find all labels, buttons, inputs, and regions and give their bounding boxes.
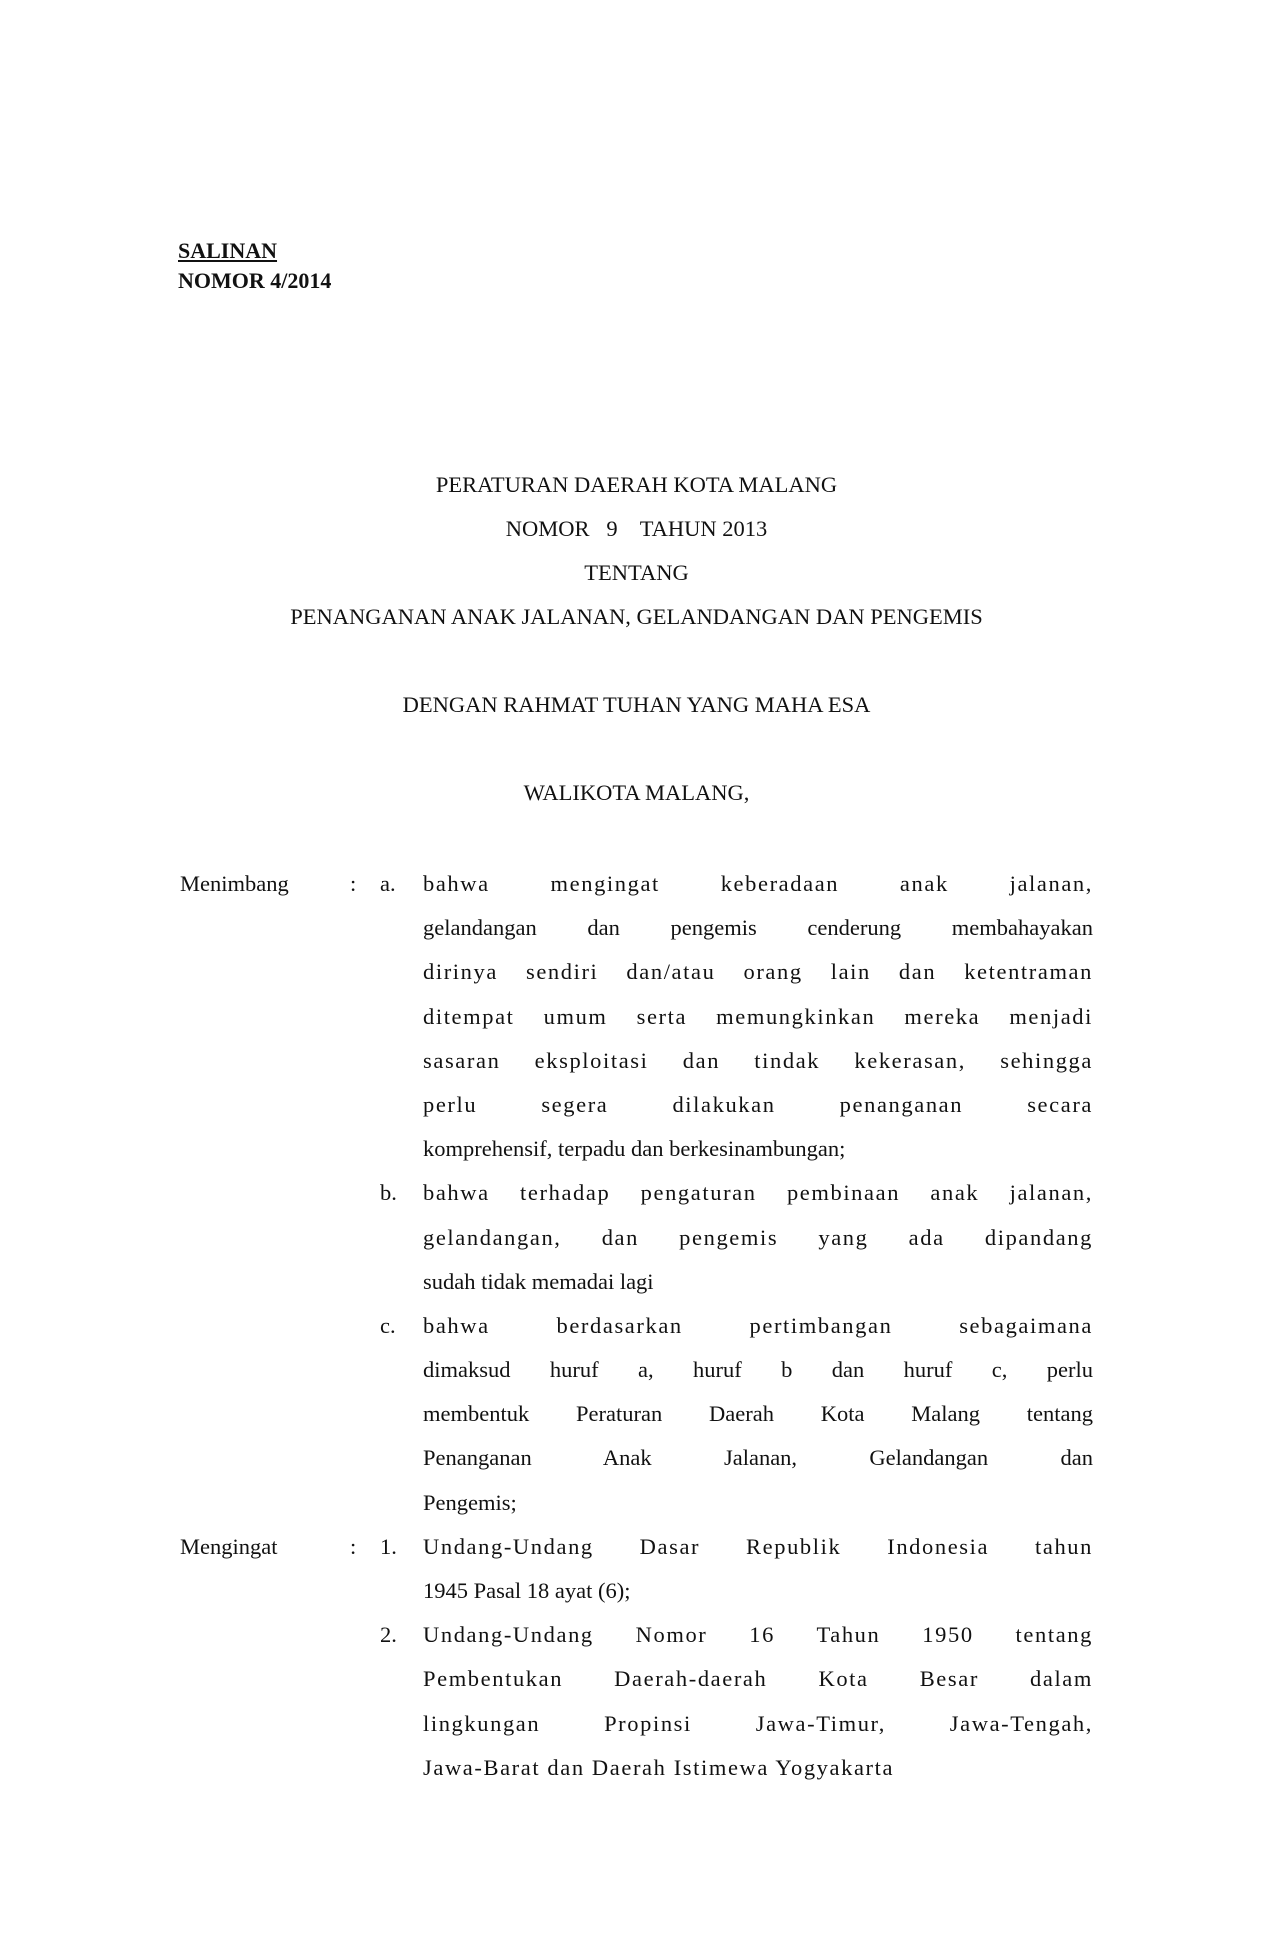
- clause-line: [0, 1529, 1273, 1573]
- clause-line: [0, 866, 1273, 910]
- clause-line: [0, 1573, 1273, 1617]
- clause-line: [0, 1396, 1273, 1440]
- clause-text: ditempat umum serta memungkinkan mereka menjadi: [423, 1003, 1093, 1029]
- clause-text: Undang-Undang Dasar Republik Indonesia tahun: [423, 1533, 1093, 1559]
- title-line-1: PERATURAN DAERAH KOTA MALANG: [435, 472, 838, 497]
- clause-marker: 2.: [380, 1622, 397, 1648]
- clause-text: lingkungan Propinsi Jawa-Timur, Jawa-Tengah,: [423, 1710, 1093, 1736]
- clause-text: bahwa terhadap pengaturan pembinaan anak jalanan,: [423, 1180, 1093, 1206]
- clause-text: gelandangan dan pengemis cenderung membahayakan: [423, 915, 1093, 941]
- clause-text: 1945 Pasal 18 ayat (6);: [423, 1578, 631, 1603]
- section-colon: :: [350, 1533, 357, 1559]
- title-line-3: TENTANG: [584, 560, 689, 585]
- title-line-4: PENANGANAN ANAK JALANAN, GELANDANGAN DAN PENGEMIS: [290, 604, 983, 629]
- section-colon: :: [350, 871, 357, 896]
- clause-line: [0, 1220, 1273, 1264]
- clause-line: [0, 1485, 1273, 1529]
- mayor-heading: WALIKOTA MALANG,: [523, 780, 750, 805]
- clause-line: [0, 954, 1273, 998]
- clause-marker: c.: [380, 1312, 396, 1338]
- clause-text: dirinya sendiri dan/atau orang lain dan ketentraman: [423, 959, 1093, 985]
- clause-line: [0, 1264, 1273, 1308]
- clause-text: Undang-Undang Nomor 16 Tahun 1950 tentang: [423, 1622, 1093, 1648]
- clause-text: Jawa-Barat dan Daerah Istimewa Yogyakarta: [423, 1754, 895, 1780]
- preamble: DENGAN RAHMAT TUHAN YANG MAHA ESA: [402, 692, 871, 717]
- section-label: Mengingat: [180, 1533, 278, 1559]
- clause-marker: b.: [380, 1180, 397, 1206]
- clause-line: [0, 1706, 1273, 1750]
- clause-marker: a.: [380, 871, 396, 896]
- clause-text: dimaksud huruf a, huruf b dan huruf c, perlu: [423, 1357, 1093, 1383]
- clause-line: [0, 1087, 1273, 1131]
- clause-line: [0, 1352, 1273, 1396]
- clause-text: bahwa mengingat keberadaan anak jalanan,: [423, 871, 1093, 896]
- clause-text: perlu segera dilakukan penanganan secara: [423, 1091, 1093, 1117]
- clause-text: komprehensif, terpadu dan berkesinambungan;: [423, 1136, 846, 1162]
- document-body: [0, 866, 1273, 1794]
- document-header: [178, 236, 331, 296]
- clause-text: Pembentukan Daerah-daerah Kota Besar dalam: [423, 1666, 1093, 1692]
- clause-line: [0, 1440, 1273, 1484]
- section-label: Menimbang: [180, 871, 289, 896]
- clause-text: Penanganan Anak Jalanan, Gelandangan dan: [423, 1445, 1093, 1471]
- clause-line: [0, 1750, 1273, 1794]
- clause-text: gelandangan, dan pengemis yang ada dipandang: [423, 1224, 1093, 1250]
- clause-text: membentuk Peraturan Daerah Kota Malang tentang: [423, 1401, 1093, 1427]
- clause-line: [0, 1617, 1273, 1661]
- clause-line: [0, 1131, 1273, 1175]
- clause-line: [0, 1661, 1273, 1705]
- clause-line: [0, 1308, 1273, 1352]
- title-line-2: NOMOR 9 TAHUN 2013: [505, 516, 768, 541]
- clause-line: [0, 1043, 1273, 1087]
- clause-text: Pengemis;: [423, 1489, 517, 1515]
- clause-text: sasaran eksploitasi dan tindak kekerasan, sehingga: [423, 1047, 1093, 1073]
- clause-line: [0, 1175, 1273, 1219]
- clause-line: [0, 910, 1273, 954]
- copy-number: NOMOR 4/2014: [178, 268, 332, 293]
- salinan-label: SALINAN: [178, 238, 278, 263]
- clause-marker: 1.: [380, 1533, 397, 1559]
- clause-text: bahwa berdasarkan pertimbangan sebagaimana: [423, 1312, 1093, 1338]
- clause-line: [0, 999, 1273, 1043]
- clause-text: sudah tidak memadai lagi: [423, 1268, 654, 1294]
